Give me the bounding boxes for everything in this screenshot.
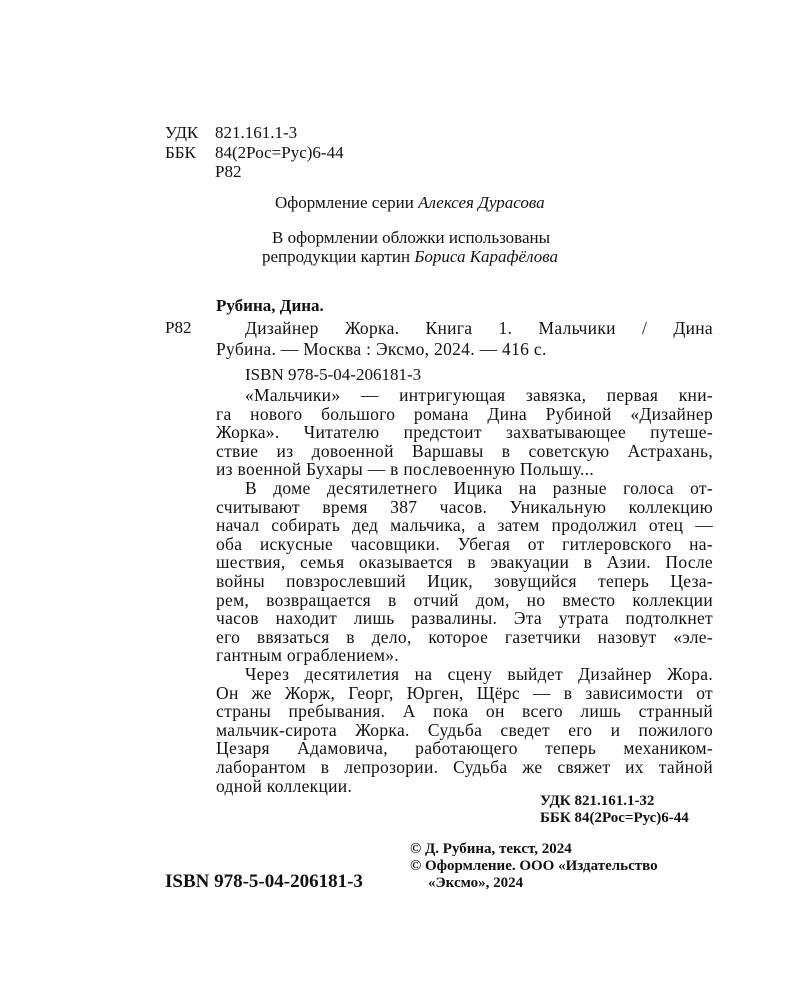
annotation-line: Жорка». Читателю предстоит захватывающее путеше- (216, 422, 713, 443)
annotation-line: «Мальчики» — интригующая завязка, первая кни- (245, 385, 713, 405)
footer-isbn: ISBN 978-5-04-206181-3 (165, 871, 363, 892)
author-heading: Рубина, Дина. (216, 296, 324, 315)
annotation-line: часов находит лишь развалины. Эта утрата подтолкнет (216, 608, 713, 629)
annotation-line: считывают время 387 часов. Уникальную коллекцию (216, 496, 713, 517)
author-mark: Р82 (215, 162, 242, 181)
copyright-publisher: «Эксмо», 2024 (428, 875, 524, 891)
annotation-line: одной коллекции. (216, 775, 353, 796)
annotation-line: начал собирать дед мальчика, а затем продолжил отец — (216, 515, 713, 536)
annotation-line: мальчик-сирота Жорка. Судьба сведет его и пожилого (216, 719, 713, 740)
copyright-author: © Д. Рубина, текст, 2024 (410, 841, 572, 857)
copyright-design: © Оформление. ООО «Издательство (410, 858, 658, 874)
annotation-line: гантным ограблением». (216, 645, 399, 666)
bib-title-line1: Дизайнер Жорка. Книга 1. Мальчики / Дина (245, 318, 713, 338)
annotation-line: шествия, семья оказывается в эвакуации в Азии. После (216, 552, 713, 573)
bib-author-mark: Р82 (165, 318, 192, 337)
bib-isbn: ISBN 978-5-04-206181-3 (245, 365, 422, 384)
cover-credit-name: Бориса Карафёлова (414, 247, 558, 266)
annotation-line: Цезаря Адамовича, работающего теперь механиком- (216, 738, 713, 759)
footer-bbk: ББК 84(2Рос=Рус)6-44 (540, 810, 689, 826)
udk-value: 821.161.1-3 (215, 123, 298, 142)
annotation-line: ствие из довоенной Варшавы в советскую Астрахань, (216, 440, 713, 461)
annotation-line: страны пребывания. А пока он всего лишь странный (216, 701, 713, 722)
annotation-line: войны повзрослевший Ицик, зовущийся теперь Цеза- (216, 571, 713, 591)
annotation-line: из военной Бухары — в послевоенную Польшу... (216, 459, 595, 480)
annotation-line: Через десятилетия на сцену выйдет Дизайнер Жора. (245, 664, 713, 684)
annotation-line: его ввязаться в дело, которое газетчики назовут «эле- (216, 626, 713, 647)
annotation-line: В доме десятилетнего Ицика на разные голоса от- (245, 478, 713, 498)
series-design-credit (275, 193, 545, 213)
cover-credit-prefix: репродукции картин (262, 247, 411, 266)
bbk-value: 84(2Рос=Рус)6-44 (215, 143, 344, 162)
bbk-label: ББК (165, 143, 196, 162)
footer-udk: УДК 821.161.1-32 (540, 793, 655, 809)
cover-credit-line1: В оформлении обложки использованы (272, 228, 551, 247)
annotation-line: рем, возвращается в отчий дом, но вместо коллекции (216, 589, 713, 610)
annotation-line: Он же Жорж, Георг, Юрген, Щёрс — в зависимости от (216, 682, 713, 703)
design-credit-name: Алексея Дурасова (418, 193, 545, 212)
annotation-line: га нового большого романа Дина Рубиной «Дизайнер (216, 403, 713, 424)
annotation-line: лаборантом в лепрозории. Судьба же свяжет их тайной (216, 757, 713, 777)
cover-credit-line2 (262, 247, 558, 267)
design-credit-prefix: Оформление серии (275, 193, 414, 212)
udk-label: УДК (165, 123, 199, 142)
annotation-line: оба искусные часовщики. Убегая от гитлеровского на- (216, 533, 713, 554)
bib-title-line2: Рубина. — Москва : Эксмо, 2024. — 416 с. (216, 339, 547, 359)
